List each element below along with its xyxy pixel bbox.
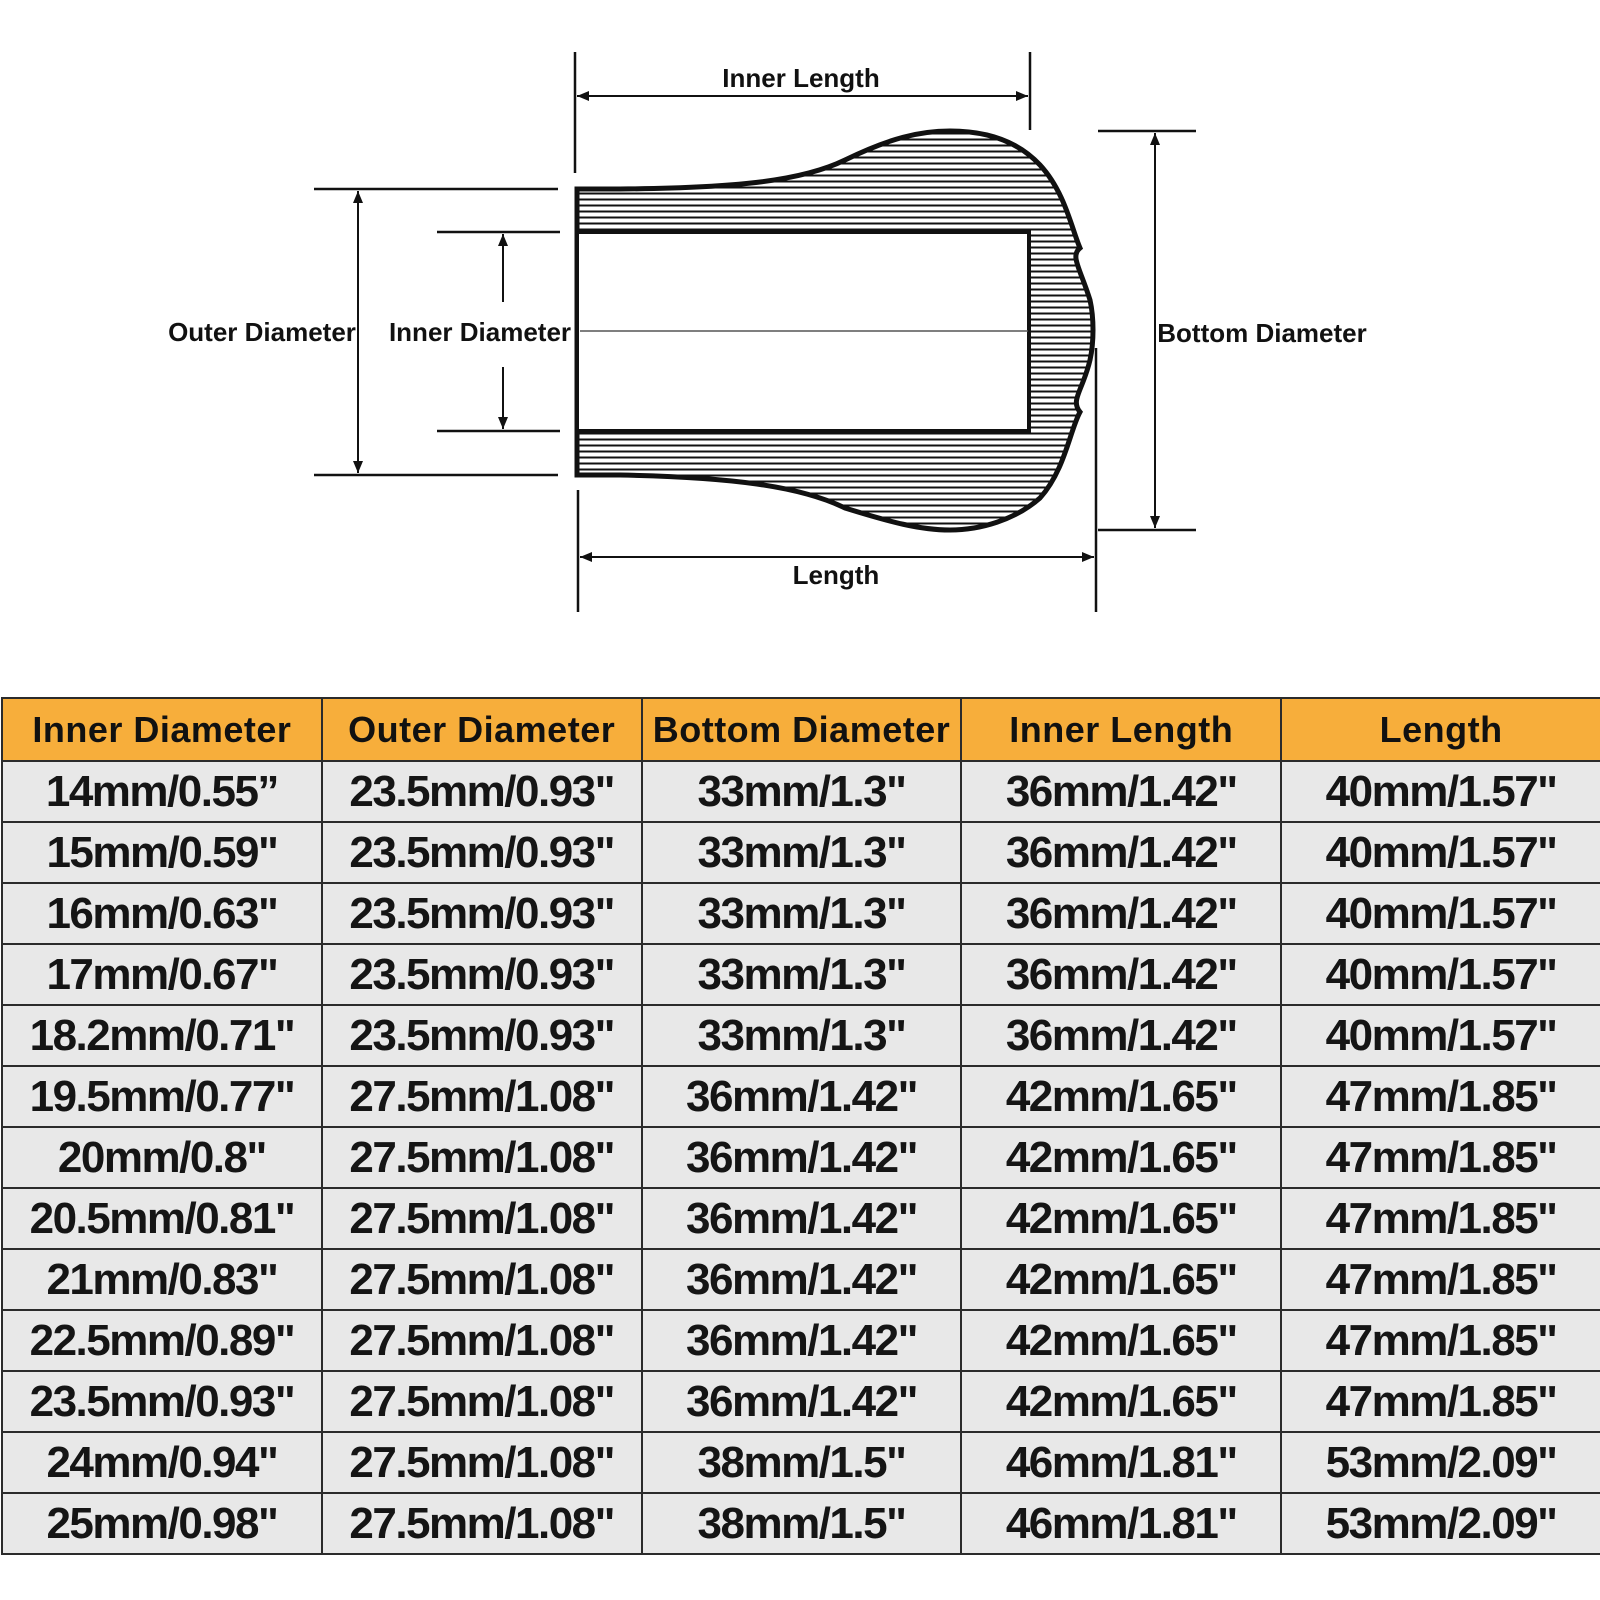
arrow-head xyxy=(1150,516,1160,528)
table-row xyxy=(2,1005,1600,1066)
table-row xyxy=(2,1127,1600,1188)
header-inner-length: Inner Length xyxy=(961,698,1281,761)
bottom-diameter-label: Bottom Diameter xyxy=(1157,318,1367,348)
cell-inner-diameter: 21mm/0.83" xyxy=(2,1249,322,1310)
cell-length: 40mm/1.57" xyxy=(1281,944,1600,1005)
cell-inner-length: 36mm/1.42" xyxy=(961,1005,1281,1066)
cell-length: 47mm/1.85" xyxy=(1281,1127,1600,1188)
cell-inner-diameter: 19.5mm/0.77" xyxy=(2,1066,322,1127)
cell-inner-diameter: 17mm/0.67" xyxy=(2,944,322,1005)
cell-inner-length: 46mm/1.81" xyxy=(961,1432,1281,1493)
table-row xyxy=(2,944,1600,1005)
cell-inner-diameter: 23.5mm/0.93" xyxy=(2,1371,322,1432)
cell-length: 53mm/2.09" xyxy=(1281,1432,1600,1493)
cell-inner-diameter: 20.5mm/0.81" xyxy=(2,1188,322,1249)
cell-inner-length: 42mm/1.65" xyxy=(961,1371,1281,1432)
cell-bottom-diameter: 33mm/1.3" xyxy=(642,822,962,883)
header-inner-diameter: Inner Diameter xyxy=(2,698,322,761)
cell-outer-diameter: 23.5mm/0.93" xyxy=(322,1005,642,1066)
cap-dimension-diagram xyxy=(0,0,1600,660)
cell-inner-length: 36mm/1.42" xyxy=(961,761,1281,822)
cell-inner-length: 42mm/1.65" xyxy=(961,1249,1281,1310)
cell-inner-diameter: 14mm/0.55” xyxy=(2,761,322,822)
cell-inner-length: 42mm/1.65" xyxy=(961,1066,1281,1127)
table-row xyxy=(2,822,1600,883)
table-row xyxy=(2,1310,1600,1371)
table-row xyxy=(2,883,1600,944)
inner-length-label: Inner Length xyxy=(722,63,880,93)
header-bottom-diameter: Bottom Diameter xyxy=(642,698,962,761)
cell-inner-diameter: 16mm/0.63" xyxy=(2,883,322,944)
cell-bottom-diameter: 33mm/1.3" xyxy=(642,944,962,1005)
cell-length: 40mm/1.57" xyxy=(1281,761,1600,822)
arrow-head xyxy=(580,552,592,562)
arrow-head xyxy=(498,417,508,429)
cell-inner-diameter: 22.5mm/0.89" xyxy=(2,1310,322,1371)
cell-inner-length: 46mm/1.81" xyxy=(961,1493,1281,1554)
cell-length: 47mm/1.85" xyxy=(1281,1188,1600,1249)
cell-length: 47mm/1.85" xyxy=(1281,1310,1600,1371)
cell-outer-diameter: 27.5mm/1.08" xyxy=(322,1188,642,1249)
arrow-head xyxy=(1082,552,1094,562)
cell-outer-diameter: 27.5mm/1.08" xyxy=(322,1310,642,1371)
cell-outer-diameter: 27.5mm/1.08" xyxy=(322,1127,642,1188)
cell-inner-length: 42mm/1.65" xyxy=(961,1127,1281,1188)
cell-length: 47mm/1.85" xyxy=(1281,1371,1600,1432)
outer-diameter-label: Outer Diameter xyxy=(168,317,356,347)
cell-length: 53mm/2.09" xyxy=(1281,1493,1600,1554)
cell-bottom-diameter: 33mm/1.3" xyxy=(642,761,962,822)
table-row xyxy=(2,1493,1600,1554)
cell-bottom-diameter: 36mm/1.42" xyxy=(642,1188,962,1249)
cell-inner-diameter: 20mm/0.8" xyxy=(2,1127,322,1188)
cell-inner-diameter: 25mm/0.98" xyxy=(2,1493,322,1554)
cell-bottom-diameter: 36mm/1.42" xyxy=(642,1127,962,1188)
cell-bottom-diameter: 36mm/1.42" xyxy=(642,1310,962,1371)
cell-outer-diameter: 27.5mm/1.08" xyxy=(322,1249,642,1310)
cell-length: 47mm/1.85" xyxy=(1281,1249,1600,1310)
cell-outer-diameter: 23.5mm/0.93" xyxy=(322,944,642,1005)
header-outer-diameter: Outer Diameter xyxy=(322,698,642,761)
cell-outer-diameter: 23.5mm/0.93" xyxy=(322,883,642,944)
table-row xyxy=(2,1371,1600,1432)
cell-bottom-diameter: 33mm/1.3" xyxy=(642,883,962,944)
arrow-head xyxy=(498,234,508,246)
table-header-row xyxy=(2,698,1600,761)
cell-length: 40mm/1.57" xyxy=(1281,1005,1600,1066)
table-row xyxy=(2,761,1600,822)
cell-bottom-diameter: 33mm/1.3" xyxy=(642,1005,962,1066)
table-row xyxy=(2,1066,1600,1127)
header-length: Length xyxy=(1281,698,1600,761)
cell-inner-length: 42mm/1.65" xyxy=(961,1188,1281,1249)
cell-inner-length: 36mm/1.42" xyxy=(961,822,1281,883)
cell-inner-length: 36mm/1.42" xyxy=(961,883,1281,944)
cell-outer-diameter: 27.5mm/1.08" xyxy=(322,1493,642,1554)
arrow-head xyxy=(577,91,589,101)
cell-bottom-diameter: 36mm/1.42" xyxy=(642,1371,962,1432)
cell-outer-diameter: 27.5mm/1.08" xyxy=(322,1066,642,1127)
arrow-head xyxy=(1150,133,1160,145)
cell-outer-diameter: 27.5mm/1.08" xyxy=(322,1432,642,1493)
cell-outer-diameter: 23.5mm/0.93" xyxy=(322,822,642,883)
size-specification-table xyxy=(1,697,1600,1555)
cell-inner-diameter: 15mm/0.59" xyxy=(2,822,322,883)
cell-bottom-diameter: 38mm/1.5" xyxy=(642,1493,962,1554)
cell-inner-diameter: 24mm/0.94" xyxy=(2,1432,322,1493)
table-row xyxy=(2,1249,1600,1310)
table-row xyxy=(2,1432,1600,1493)
cell-bottom-diameter: 36mm/1.42" xyxy=(642,1066,962,1127)
length-label: Length xyxy=(792,560,880,590)
cell-inner-length: 36mm/1.42" xyxy=(961,944,1281,1005)
cell-length: 40mm/1.57" xyxy=(1281,883,1600,944)
cell-bottom-diameter: 36mm/1.42" xyxy=(642,1249,962,1310)
cell-outer-diameter: 23.5mm/0.93" xyxy=(322,761,642,822)
arrow-head xyxy=(353,191,363,203)
cell-inner-length: 42mm/1.65" xyxy=(961,1310,1281,1371)
cell-bottom-diameter: 38mm/1.5" xyxy=(642,1432,962,1493)
arrow-head xyxy=(1016,91,1028,101)
cell-outer-diameter: 27.5mm/1.08" xyxy=(322,1371,642,1432)
cell-length: 47mm/1.85" xyxy=(1281,1066,1600,1127)
table-row xyxy=(2,1188,1600,1249)
cell-length: 40mm/1.57" xyxy=(1281,822,1600,883)
inner-diameter-label: Inner Diameter xyxy=(388,317,572,347)
arrow-head xyxy=(353,461,363,473)
cell-inner-diameter: 18.2mm/0.71" xyxy=(2,1005,322,1066)
